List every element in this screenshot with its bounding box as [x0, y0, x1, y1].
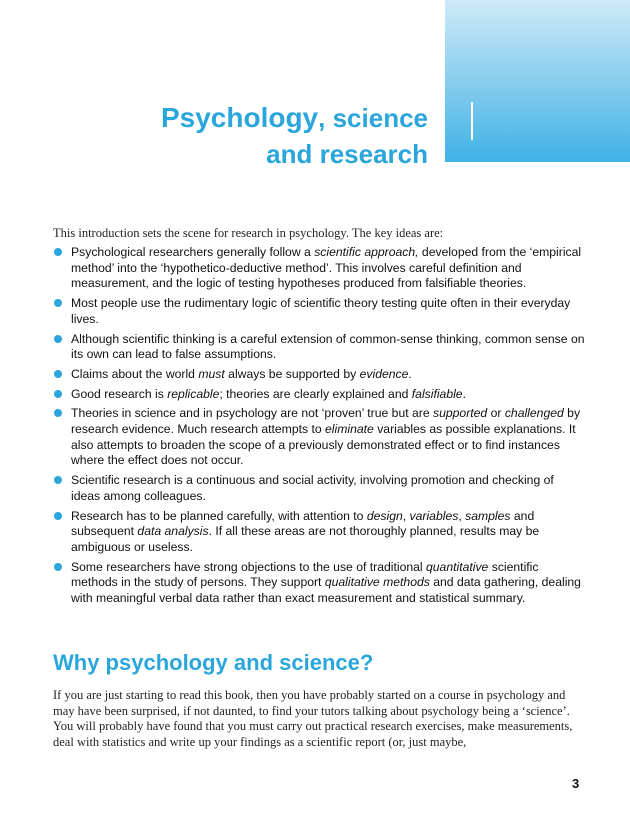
chapter-title: [161, 100, 428, 172]
list-item: [53, 473, 585, 504]
list-item-text: . If all these areas are not thoroughly planned, results may be ambiguous or useless.: [71, 524, 540, 554]
chapter-title-line2: and research: [266, 139, 428, 169]
list-item-text: Scientific research is a continuous and social activity, involving promotion and checking of ideas among colleagues.: [71, 473, 554, 503]
bullet-dot-icon: [54, 476, 62, 484]
list-item-text: evidence: [359, 366, 409, 381]
list-item: [53, 332, 585, 363]
list-item-text: ,: [402, 508, 410, 523]
list-item-text: eliminate: [325, 422, 374, 437]
bullet-dot-icon: [54, 248, 62, 256]
list-item-text: by research evidence. Much research attempts to: [71, 406, 581, 437]
list-item-text: ; theories are clearly explained and: [219, 386, 412, 401]
list-item-text: design: [366, 508, 403, 523]
list-item-text: data analysis: [137, 524, 209, 539]
list-item-text: developed from the ‘empirical method’ into the ‘hypothetico-deductive method’. This involves careful definition and measurement, and the logic of testing hypotheses produced from falsifiable theories.: [71, 245, 582, 291]
list-item-text: scientific methods in the study of persons. They support: [71, 559, 539, 590]
list-item-text: Research has to be planned carefully, with attention to: [71, 508, 367, 523]
list-item-text: Psychological researchers generally follow a: [71, 245, 315, 259]
bullet-dot-icon: [54, 409, 62, 417]
list-item-text: Claims about the world: [71, 366, 199, 381]
list-item: [53, 367, 585, 383]
section-heading: Why psychology and science?: [53, 650, 374, 675]
list-item-text: Some researchers have strong objections to the use of traditional: [71, 559, 426, 574]
list-item-text: .: [408, 366, 412, 381]
bullet-dot-icon: [54, 390, 62, 398]
list-item: [53, 245, 585, 292]
list-item: [53, 509, 585, 556]
list-item-text: challenged: [504, 406, 564, 421]
list-item-text: replicable: [167, 386, 220, 401]
list-item: [53, 406, 585, 469]
list-item-text: Good research is: [71, 386, 168, 401]
chapter-title-bold: Psychology: [160, 102, 319, 133]
page-number: 3: [572, 776, 580, 791]
list-item-text: must: [198, 366, 225, 381]
bullet-dot-icon: [54, 335, 62, 343]
bullet-dot-icon: [54, 512, 62, 520]
chapter-title-rest: , science: [318, 103, 428, 133]
list-item-text: supported: [433, 406, 488, 421]
list-item-text: quantitative: [426, 559, 489, 574]
list-item: [53, 387, 585, 403]
list-item-text: variables as possible explanations. It also attempts to broaden the scope of a previously demonstrated effect or to find instances where the effect does not occur.: [71, 422, 576, 468]
intro-text: This introduction sets the scene for research in psychology. The key ideas are:: [53, 226, 444, 240]
bullet-dot-icon: [54, 563, 62, 571]
title-divider-line: [471, 102, 473, 140]
bullet-dot-icon: [54, 299, 62, 307]
key-ideas-list: [53, 245, 585, 611]
list-item-text: Most people use the rudimentary logic of scientific theory testing quite often in their everyday lives.: [71, 296, 571, 326]
list-item-text: Theories in science and in psychology are not ‘proven’ true but are: [71, 406, 433, 421]
list-item-text: falsifiable: [411, 386, 463, 401]
list-item-text: or: [487, 406, 505, 421]
list-item-text: and data gathering, dealing with meaningful verbal data rather than exact measurement and statistical summary.: [71, 575, 581, 606]
list-item: [53, 560, 585, 607]
list-item-text: Although scientific thinking is a careful extension of common-sense thinking, common sense on its own can lead to false assumptions.: [71, 331, 585, 362]
list-item-text: qualitative methods: [324, 575, 430, 590]
list-item-text: and subsequent: [71, 508, 535, 539]
list-item-text: ,: [458, 508, 466, 523]
list-item-text: .: [462, 386, 466, 401]
list-item-text: scientific approach,: [314, 245, 419, 259]
list-item-text: variables: [409, 508, 459, 523]
list-item-text: samples: [465, 508, 511, 523]
list-item-text: always be supported by: [224, 366, 360, 381]
list-item: [53, 296, 585, 327]
bullet-dot-icon: [54, 370, 62, 378]
body-paragraph: If you are just starting to read this book, then you have probably started on a course in psychology and may have been surprised, if not daunted, to find your tutors talking about psychology being a ‘science’. You will probably have found that you must carry out practical research exercises, make measurements, deal with statistics and write up your findings as a scientific report (or, just maybe,: [53, 688, 573, 749]
